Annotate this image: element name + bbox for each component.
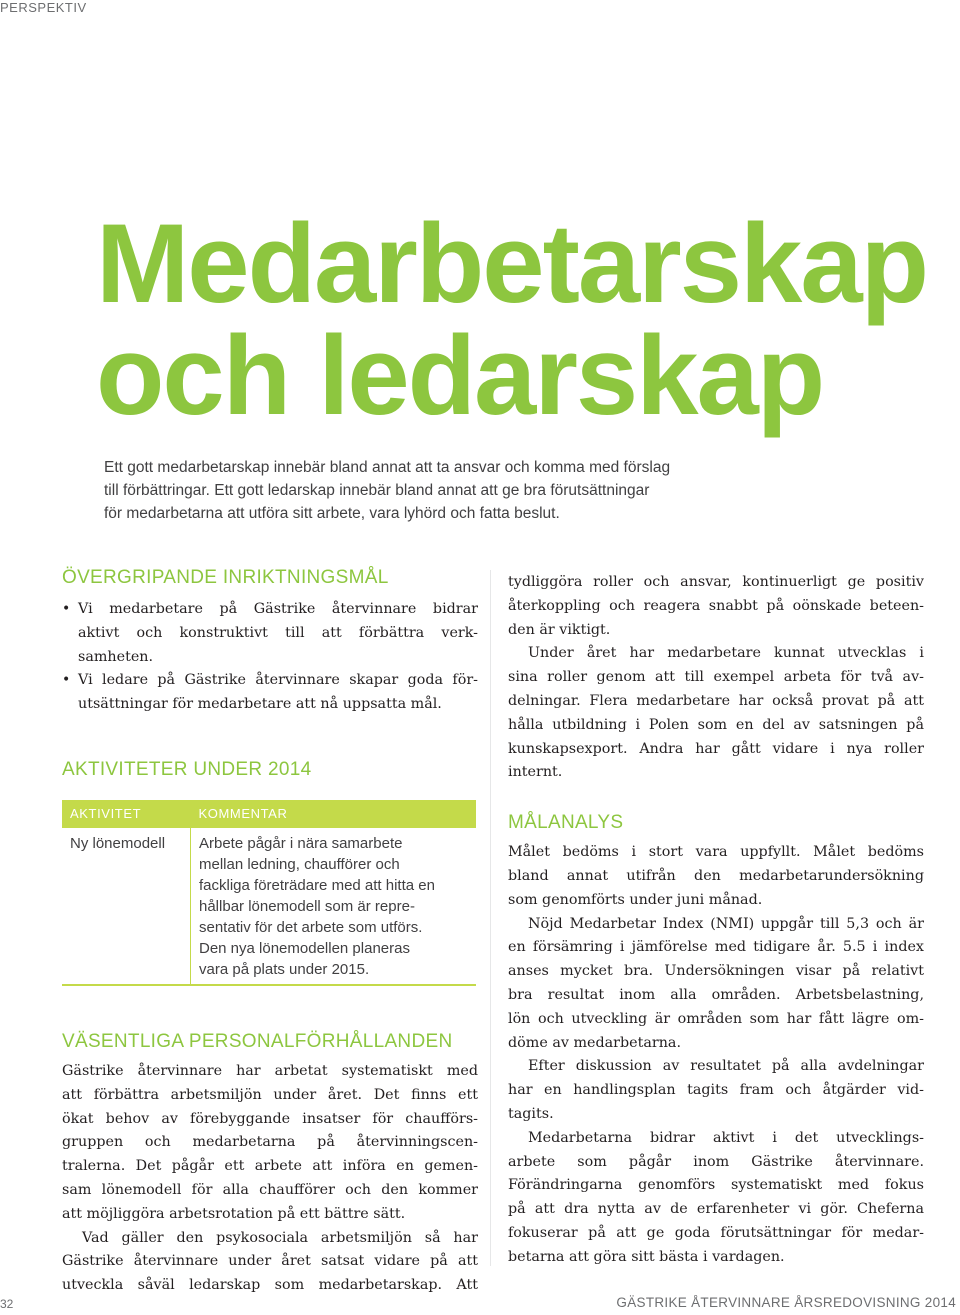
analysis-paragraph-1 bbox=[508, 841, 924, 912]
text-line: Nöjd Medarbetar Index (NMI) uppgår till 5,3 och är bbox=[528, 915, 924, 932]
text-line: lön och utveckling är områden som har fått lägre om- bbox=[508, 1010, 924, 1027]
text-line: Under året har medarbetare kunnat utvecklas i bbox=[528, 645, 924, 662]
text-line: bra resultat inom alla områden. Arbetsbelastning, bbox=[508, 986, 924, 1003]
goals-list bbox=[62, 598, 478, 717]
section-label: PERSPEKTIV bbox=[0, 0, 87, 15]
goal-line: utsättningar för medarbetare att nå uppsatta mål. bbox=[78, 696, 442, 713]
goal-item bbox=[62, 598, 478, 669]
col-header-activity: AKTIVITET bbox=[62, 800, 191, 828]
table-row bbox=[62, 828, 476, 985]
analysis-paragraph-3 bbox=[508, 1055, 924, 1126]
activity-text: Ny lönemodell bbox=[70, 834, 166, 852]
analysis-paragraph-4 bbox=[508, 1127, 924, 1270]
comment-line: mellan ledning, chaufförer och bbox=[199, 855, 400, 873]
text-line: delningar. Flera medarbetare har också provat på att bbox=[508, 692, 924, 709]
goal-line: Vi medarbetare på Gästrike återvinnare bidrar bbox=[78, 601, 478, 617]
text-line: har en handlingsplan tagits fram och åtgärder vid- bbox=[508, 1082, 924, 1099]
text-line: bland annat utifrån den medarbetarundersökning bbox=[508, 867, 924, 884]
text-line: Målet bedöms i stort vara uppfyllt. Målet bedöms bbox=[508, 844, 924, 861]
page-number: 32 bbox=[0, 1297, 14, 1311]
text-line: Förändringarna genomförs systematiskt med fokus bbox=[508, 1177, 924, 1194]
intro-text bbox=[104, 456, 744, 525]
text-line: gruppen och medarbetarna på återvinningscen- bbox=[62, 1134, 478, 1151]
publication-title: GÄSTRIKE ÅTERVINNARE ÅRSREDOVISNING 2014 bbox=[616, 1295, 956, 1310]
text-line: tagits. bbox=[508, 1105, 554, 1122]
goal-line: Vi ledare på Gästrike återvinnare skapar goda för- bbox=[78, 672, 478, 689]
analysis-heading: MÅLANALYS bbox=[508, 812, 624, 834]
analysis-paragraph-2 bbox=[508, 913, 924, 1056]
comment-line: fackliga företrädare med att hitta en bbox=[199, 876, 435, 894]
text-line: att förbättra arbetsmiljön under året. Det finns ett bbox=[62, 1086, 478, 1103]
table-header-row bbox=[62, 800, 476, 828]
intro-line: till förbättringar. Ett gott ledarskap innebär bland annat att ge bra förutsättningar bbox=[104, 482, 650, 499]
text-line: betarna att göra sitt bästa i vardagen. bbox=[508, 1248, 785, 1265]
text-line: sam lönemodell för alla chaufförer och den kommer bbox=[62, 1181, 478, 1198]
text-line: Vad gäller den psykosociala arbetsmiljön så har bbox=[82, 1229, 478, 1246]
text-line: arbete som pågår inom Gästrike återvinnare. bbox=[508, 1153, 924, 1170]
text-line: döme av medarbetarna. bbox=[508, 1034, 681, 1051]
text-line: Medarbetarna bidrar aktivt i det utvecklings- bbox=[528, 1129, 924, 1146]
column-divider bbox=[490, 570, 491, 1266]
comment-line: Arbete pågår i nära samarbete bbox=[199, 834, 403, 852]
goal-line: aktivt och konstruktivt till att förbättra verk- bbox=[78, 624, 478, 641]
intro-line: Ett gott medarbetarskap innebär bland annat att ta ansvar och komma med förslag bbox=[104, 459, 671, 476]
personnel-paragraph-2 bbox=[62, 1227, 478, 1298]
bullet-icon: • bbox=[62, 672, 71, 689]
text-line: fokuserar på att ge goda förutsättningar för medar- bbox=[508, 1224, 924, 1241]
goal-item bbox=[62, 669, 478, 717]
right-column bbox=[508, 571, 924, 1270]
comment-line: vara på plats under 2015. bbox=[199, 960, 370, 978]
text-line: tralerna. Det pågår ett arbete att införa en gemen- bbox=[62, 1158, 478, 1175]
activities-heading: AKTIVITETER UNDER 2014 bbox=[62, 758, 312, 780]
text-line: på att dra nytta av de erfarenheter vi gör. Cheferna bbox=[508, 1201, 924, 1218]
text-line: Efter diskussion av resultatet på alla avdelningar bbox=[528, 1058, 924, 1075]
text-line: internt. bbox=[508, 764, 563, 781]
text-line: återkoppling och reagera snabbt på oönskade beteen- bbox=[508, 597, 924, 614]
comment-cell bbox=[191, 828, 477, 985]
comment-line: Den nya lönemodellen planeras bbox=[199, 939, 410, 957]
comment-line: sentativ för det arbete som utförs. bbox=[199, 918, 423, 936]
text-line: att möjliggöra arbetsrotation på ett bättre sätt. bbox=[62, 1205, 406, 1222]
text-line: tydliggöra roller och ansvar, kontinuerligt ge positiv bbox=[508, 574, 924, 590]
personnel-paragraph-1 bbox=[62, 1060, 478, 1227]
activity-cell bbox=[62, 828, 191, 985]
text-line: en försämring i jämförelse med tidigare år. 5.5 i index bbox=[508, 939, 924, 956]
text-line: sina roller genom att till exempel arbeta för två av- bbox=[508, 669, 924, 686]
text-line: som genomförts under juni månad. bbox=[508, 891, 763, 908]
bullet-icon: • bbox=[62, 601, 71, 617]
text-line: Gästrike återvinnare under året satsat vidare på att bbox=[62, 1253, 478, 1270]
continued-paragraph bbox=[508, 571, 924, 642]
col-header-comment: KOMMENTAR bbox=[191, 800, 477, 828]
text-line: anses mycket bra. Undersökningen visar på relativt bbox=[508, 963, 924, 980]
page-title bbox=[96, 201, 928, 438]
title-line-1: Medarbetarskap bbox=[96, 201, 928, 326]
text-line: den är viktigt. bbox=[508, 621, 611, 638]
personnel-heading: VÄSENTLIGA PERSONALFÖRHÅLLANDEN bbox=[62, 1030, 453, 1052]
title-line-2: och ledarskap bbox=[96, 313, 824, 438]
text-line: kunskapsexport. Andra har gått vidare i nya roller bbox=[508, 740, 924, 757]
text-line: hålla utbildning i Polen som en del av satsningen på bbox=[508, 716, 924, 733]
goals-heading: ÖVERGRIPANDE INRIKTNINGSMÅL bbox=[62, 567, 389, 588]
text-line: ökat behov av förebyggande insatser för chaufförs- bbox=[62, 1110, 478, 1127]
text-line: Gästrike återvinnare har arbetat systematiskt med bbox=[62, 1062, 478, 1079]
activities-table bbox=[62, 800, 476, 986]
text-line: utveckla såväl ledarskap som medarbetarskap. Att bbox=[62, 1277, 478, 1294]
year-paragraph bbox=[508, 642, 924, 785]
goal-line: samheten. bbox=[78, 648, 154, 665]
comment-line: hållbar lönemodell som är repre- bbox=[199, 897, 415, 915]
intro-line: för medarbetarna att utföra sitt arbete, vara lyhörd och fatta beslut. bbox=[104, 505, 560, 522]
left-column bbox=[62, 566, 478, 1298]
